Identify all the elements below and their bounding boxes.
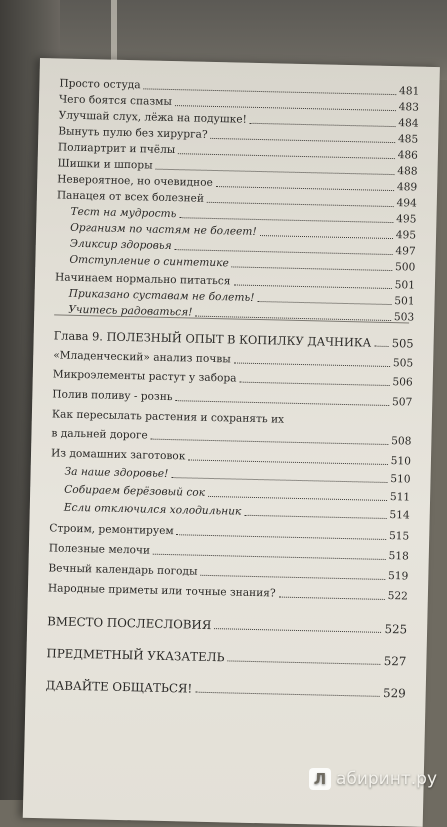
toc-entry-title: Начинаем нормально питаться xyxy=(54,271,231,288)
toc-entry-title: в дальней дороге xyxy=(51,427,148,442)
toc-entry-title: Просто остуда xyxy=(59,77,141,92)
dot-leader xyxy=(188,458,387,465)
toc-entry-title: Если отключился холодильник xyxy=(63,501,242,518)
toc-entry-title: ПРЕДМЕТНЫЙ УКАЗАТЕЛЬ xyxy=(46,646,225,665)
toc-entry-title: Вынуть пулю без хирурга? xyxy=(58,125,208,141)
toc-entry-page: 508 xyxy=(391,435,412,448)
dot-leader xyxy=(227,659,380,664)
toc-entry-page: 505 xyxy=(392,357,414,370)
toc-entry-page: 494 xyxy=(396,197,417,210)
toc-entry-title: Вечный календарь погоды xyxy=(48,562,198,578)
toc-entry-title: ВМЕСТО ПОСЛЕСЛОВИЯ xyxy=(47,614,212,633)
dot-leader xyxy=(195,691,380,697)
labirint-logo-icon: Л xyxy=(309,768,331,790)
book-page xyxy=(23,58,440,827)
toc-entry-page: 519 xyxy=(387,570,409,583)
toc-entry-title: Как пересылать растения и сохранять их xyxy=(51,408,285,426)
toc-entry-page: 485 xyxy=(397,133,419,146)
dot-leader xyxy=(177,533,386,540)
toc-entry-page: 514 xyxy=(389,509,410,522)
toc-entry-page: 529 xyxy=(382,685,406,701)
dot-leader xyxy=(244,514,386,519)
toc-entry-title: Микроэлементы растут у забора xyxy=(52,368,237,385)
toc-entry-title: Организм по частям не болеет! xyxy=(70,221,257,238)
toc-entry-title: Чего боятся спазмы xyxy=(58,93,172,109)
toc-entry-page: 507 xyxy=(391,396,413,409)
toc-entry-title: ДАВАЙТЕ ОБЩАТЬСЯ! xyxy=(45,678,193,696)
toc-entry-page: 484 xyxy=(398,117,419,130)
toc-entry-title: Народные приметы или точные знания? xyxy=(47,582,276,600)
toc-entry-page: 525 xyxy=(384,621,408,637)
toc-entry-page: 501 xyxy=(394,295,415,308)
toc-entry-title: Отступление о синтетике xyxy=(69,253,229,270)
toc-entry-page: 500 xyxy=(394,261,416,274)
toc-section xyxy=(46,644,406,668)
toc-section xyxy=(47,612,407,636)
toc-entry-title: Собираем берёзовый сок xyxy=(64,483,206,499)
toc-entry-page: 495 xyxy=(396,213,417,226)
table-of-contents xyxy=(45,74,420,701)
dot-leader xyxy=(239,381,389,386)
watermark-text: абиринт.ру xyxy=(335,769,437,789)
toc-entry-page: 527 xyxy=(383,653,407,669)
toc-entry-page: 489 xyxy=(396,181,418,194)
bookmark-ribbon xyxy=(111,0,117,60)
toc-entry-title: Приказано суставам не болеть! xyxy=(68,287,255,304)
dot-leader xyxy=(200,574,385,580)
dot-leader xyxy=(208,495,387,501)
toc-entry-page: 510 xyxy=(390,455,412,468)
toc-entry-title: Улучшай слух, лёжа на подушке! xyxy=(58,109,247,126)
toc-entry-title: Глава 9. ПОЛЕЗНЫЙ ОПЫТ В КОПИЛКУ ДАЧНИКА xyxy=(53,328,372,350)
toc-entry-page: 518 xyxy=(388,550,409,563)
toc-entry-page: 497 xyxy=(395,245,416,258)
toc-entry-page: 506 xyxy=(392,376,413,389)
toc-entry-title: Полив поливу - рознь xyxy=(52,388,173,404)
toc-entry-title: Шишки и шпоры xyxy=(57,157,153,172)
toc-entry-title: «Младенческий» анализ почвы xyxy=(53,349,231,366)
toc-entry-page: 481 xyxy=(398,85,420,98)
dot-leader xyxy=(374,345,389,347)
toc-entry-page: 501 xyxy=(394,279,416,292)
toc-entry-title: Панацея от всех болезней xyxy=(56,189,205,205)
toc-entry-title: Эликсир здоровья xyxy=(69,237,172,253)
toc-entry-title: Невероятное, но очевидное xyxy=(57,173,213,189)
dot-leader xyxy=(232,265,392,271)
toc-entry-page: 483 xyxy=(398,101,420,114)
toc-entry-title: Учитесь радоваться! xyxy=(68,303,193,319)
dot-leader xyxy=(234,361,390,367)
toc-section xyxy=(46,676,406,700)
dot-leader xyxy=(260,234,393,239)
toc-entry-page: 522 xyxy=(387,590,409,603)
toc-entry xyxy=(48,579,408,603)
toc-entry-title: Тест на мудрость xyxy=(70,205,177,221)
dot-leader xyxy=(257,300,391,305)
dot-leader xyxy=(151,438,388,445)
dot-leader xyxy=(171,476,387,483)
dot-leader xyxy=(214,627,381,633)
toc-entry-page: 503 xyxy=(393,311,415,324)
toc-entry-page: 510 xyxy=(390,473,411,486)
toc-entry-title: Полезные мелочи xyxy=(48,542,151,557)
toc-entry-title: Из домашних заготовок xyxy=(50,447,186,463)
dot-leader xyxy=(278,596,384,600)
toc-entry-title: Полиартрит и пчёлы xyxy=(57,141,176,157)
dot-leader xyxy=(175,399,389,406)
toc-entry-page: 488 xyxy=(397,165,418,178)
toc-entry-title: За наше здоровье! xyxy=(64,465,169,481)
toc-entry-page: 515 xyxy=(388,530,410,543)
labirint-watermark xyxy=(309,768,437,790)
toc-entry-page: 505 xyxy=(391,336,414,351)
toc-entry-page: 511 xyxy=(389,491,411,504)
dot-leader xyxy=(153,553,386,560)
toc-entry-page: 495 xyxy=(395,229,417,242)
toc-entry-page: 486 xyxy=(397,149,419,162)
toc-entry-title: Строим, ремонтируем xyxy=(49,522,174,538)
